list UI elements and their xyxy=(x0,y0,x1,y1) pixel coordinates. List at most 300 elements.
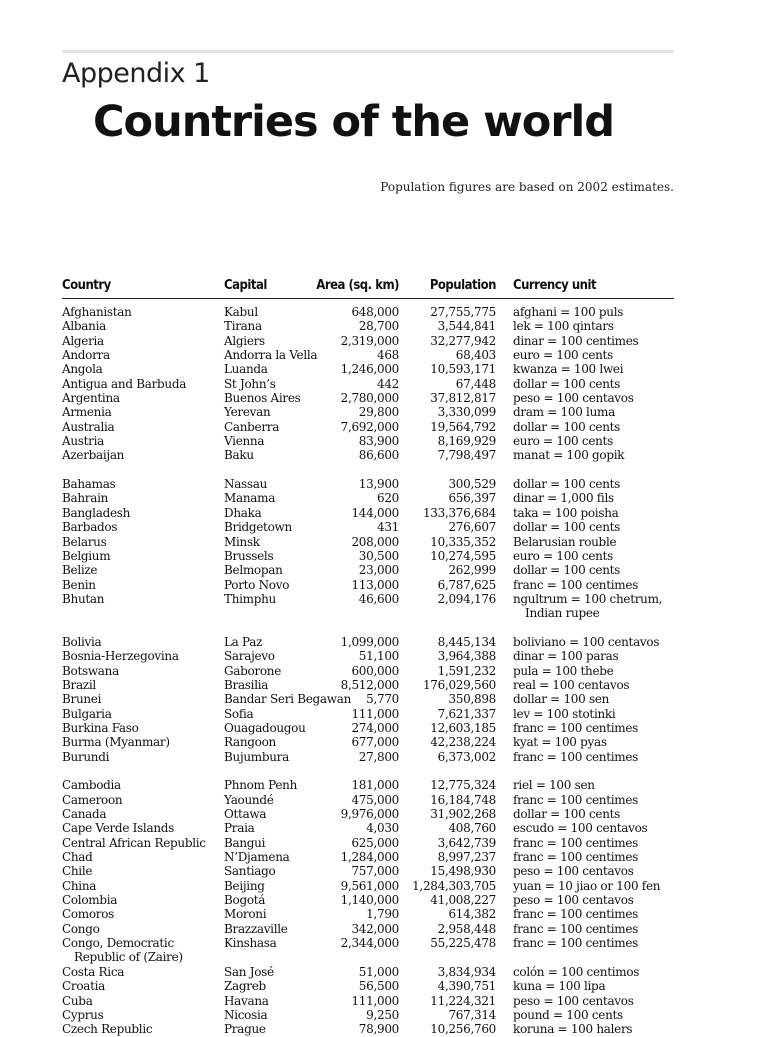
cell-currency xyxy=(513,319,614,333)
cell-currency xyxy=(513,979,605,993)
cell-capital-text: Sofia xyxy=(224,706,254,721)
cell-area-text: 600,000 xyxy=(351,663,399,678)
cell-country xyxy=(62,592,104,606)
cell-country xyxy=(62,405,112,419)
cell-area xyxy=(351,578,399,592)
cell-population-text: 6,787,625 xyxy=(437,577,496,592)
cell-population-text: 2,094,176 xyxy=(437,591,496,606)
cell-capital-text: Yaoundé xyxy=(224,792,274,807)
cell-currency xyxy=(513,721,638,735)
cell-area-text: 2,780,000 xyxy=(340,391,399,406)
cell-currency-text: kuna = 100 lipa xyxy=(513,979,606,994)
cell-currency xyxy=(513,821,647,835)
cell-population xyxy=(448,907,496,921)
cell-country-text: Algeria xyxy=(62,333,104,348)
cell-currency xyxy=(513,735,607,749)
cell-area xyxy=(341,850,399,864)
cell-area-text: 475,000 xyxy=(351,792,399,807)
cell-country-text: Argentina xyxy=(62,391,120,406)
cell-population-text: 10,274,595 xyxy=(430,548,496,563)
cell-capital xyxy=(224,491,275,505)
cell-country xyxy=(62,721,139,735)
cell-area xyxy=(366,907,399,921)
cell-capital xyxy=(224,821,254,835)
cell-population xyxy=(448,491,496,505)
cell-country-text: Croatia xyxy=(62,979,106,994)
cell-capital xyxy=(224,520,292,534)
cell-currency xyxy=(513,893,634,907)
cell-currency xyxy=(513,807,620,821)
cell-area-text: 23,000 xyxy=(358,563,399,578)
cell-capital-text: Porto Novo xyxy=(224,577,290,592)
cell-population-text: 8,997,237 xyxy=(437,850,496,865)
cell-capital-text: Moroni xyxy=(224,907,267,922)
cell-country-continuation: Republic of (Zaire) xyxy=(74,950,183,965)
cell-country-text: Burma (Myanmar) xyxy=(62,735,170,750)
table-row xyxy=(62,477,674,491)
cell-country xyxy=(62,807,106,821)
appendix-label: Appendix 1 xyxy=(62,58,210,89)
cell-population xyxy=(438,965,496,979)
cell-currency xyxy=(513,305,623,319)
cell-capital-text: Kabul xyxy=(224,305,258,319)
cell-capital xyxy=(224,778,297,792)
cell-capital xyxy=(224,864,275,878)
cell-country-text: Brunei xyxy=(62,692,102,707)
cell-country-text: Colombia xyxy=(62,893,118,908)
cell-area xyxy=(359,405,399,419)
cell-capital-text: Minsk xyxy=(224,534,260,549)
cell-population xyxy=(438,448,496,462)
cell-area-text: 1,140,000 xyxy=(340,893,399,908)
cell-capital xyxy=(224,405,270,419)
cell-population xyxy=(448,563,496,577)
cell-area-text: 431 xyxy=(376,520,399,535)
cell-area xyxy=(341,362,399,376)
cell-population xyxy=(430,721,496,735)
cell-currency-text: koruna = 100 halers xyxy=(513,1022,633,1037)
cell-currency xyxy=(513,649,618,663)
cell-area-text: 86,600 xyxy=(358,448,399,463)
cell-currency xyxy=(513,836,638,850)
cell-capital xyxy=(224,994,269,1008)
cell-population-text: 3,642,739 xyxy=(437,835,496,850)
cell-capital-text: Gaborone xyxy=(224,663,282,678)
cell-country-text: Burkina Faso xyxy=(62,720,139,735)
cell-currency-text: dollar = 100 cents xyxy=(513,419,621,434)
cell-population xyxy=(438,836,496,850)
cell-country-text: Austria xyxy=(62,434,105,449)
cell-country-text: Bangladesh xyxy=(62,505,131,520)
cell-capital-text: Bridgetown xyxy=(224,520,292,535)
cell-currency-text: dollar = 100 cents xyxy=(513,376,621,391)
cell-area xyxy=(351,664,399,678)
cell-currency-text: peso = 100 centavos xyxy=(513,993,634,1008)
cell-currency-text: ngultrum = 100 chetrum, xyxy=(513,591,663,606)
cell-country-text: Armenia xyxy=(62,405,112,420)
table-row xyxy=(62,362,674,376)
cell-population xyxy=(438,750,496,764)
cell-currency xyxy=(513,549,613,563)
cell-capital xyxy=(224,750,289,764)
cell-currency-text: pound = 100 cents xyxy=(513,1007,623,1022)
cell-currency xyxy=(513,707,615,721)
cell-country-text: Cambodia xyxy=(62,778,121,793)
cell-population xyxy=(423,678,496,692)
cell-currency-text: franc = 100 centimes xyxy=(513,835,639,850)
cell-area xyxy=(341,391,399,405)
cell-currency xyxy=(513,334,638,348)
cell-area xyxy=(377,491,399,505)
cell-area-text: 113,000 xyxy=(351,577,399,592)
cell-population-text: 656,397 xyxy=(448,491,496,506)
cell-area xyxy=(377,377,399,391)
cell-population-text: 300,529 xyxy=(448,477,496,492)
cell-country xyxy=(62,319,106,333)
cell-capital xyxy=(224,979,266,993)
cell-country xyxy=(62,664,119,678)
cell-capital-text: Brasilia xyxy=(224,677,269,692)
cell-population xyxy=(430,735,496,749)
cell-population-text: 11,224,321 xyxy=(430,993,496,1008)
cell-area xyxy=(341,420,399,434)
table-row xyxy=(62,778,674,792)
cell-currency xyxy=(513,750,638,764)
cell-currency-text: taka = 100 poisha xyxy=(513,505,619,520)
cell-currency-text: dram = 100 luma xyxy=(513,405,615,420)
cell-population xyxy=(456,348,496,362)
cell-area xyxy=(341,936,399,950)
cell-area-text: 625,000 xyxy=(351,835,399,850)
table-header xyxy=(62,276,674,299)
cell-country xyxy=(62,922,100,936)
cell-currency-text: dinar = 1,000 fils xyxy=(513,491,614,506)
cell-currency-text: franc = 100 centimes xyxy=(513,907,639,922)
cell-capital xyxy=(224,334,265,348)
cell-area xyxy=(341,635,399,649)
cell-currency-text: kwanza = 100 lwei xyxy=(513,362,624,377)
cell-currency-text: riel = 100 sen xyxy=(513,778,595,793)
cell-area-text: 1,246,000 xyxy=(340,362,399,377)
cell-population-text: 8,169,929 xyxy=(437,434,496,449)
cell-currency-text: franc = 100 centimes xyxy=(513,720,639,735)
cell-capital-text: St John’s xyxy=(224,376,276,391)
cell-population xyxy=(430,807,496,821)
cell-population xyxy=(448,1008,496,1022)
cell-country-text: Brazil xyxy=(62,677,96,692)
cell-area xyxy=(351,721,399,735)
cell-population-text: 276,607 xyxy=(448,520,496,535)
cell-country-text: Comoros xyxy=(62,907,115,922)
cell-area xyxy=(351,305,399,319)
cell-currency-text: dollar = 100 cents xyxy=(513,520,621,535)
cell-area xyxy=(341,807,399,821)
cell-capital xyxy=(224,965,274,979)
cell-area-text: 1,099,000 xyxy=(340,634,399,649)
cell-area-text: 8,512,000 xyxy=(340,677,399,692)
cell-capital-text: Baku xyxy=(224,448,254,463)
cell-currency-text: dollar = 100 cents xyxy=(513,563,621,578)
cell-currency xyxy=(513,778,595,792)
cell-capital-text: San José xyxy=(224,964,274,979)
countries-table xyxy=(62,276,674,1037)
cell-currency-text: yuan = 10 jiao or 100 fen xyxy=(513,878,661,893)
cell-area xyxy=(341,879,399,893)
cell-area xyxy=(359,750,399,764)
cell-capital-text: Belmopan xyxy=(224,563,283,578)
cell-population-text: 7,621,337 xyxy=(437,706,496,721)
table-row xyxy=(62,635,674,649)
cell-country xyxy=(62,907,114,921)
cell-area-text: 83,900 xyxy=(358,434,399,449)
table-row xyxy=(62,836,674,850)
cell-area-text: 5,770 xyxy=(366,692,399,707)
cell-country xyxy=(62,377,186,391)
cell-currency xyxy=(513,994,634,1008)
table-row xyxy=(62,979,674,993)
population-note: Population figures are based on 2002 estimates. xyxy=(380,180,674,194)
cell-country-text: Azerbaijan xyxy=(62,448,125,463)
cell-area-text: 29,800 xyxy=(358,405,399,420)
cell-population xyxy=(438,592,496,606)
cell-country xyxy=(62,477,115,491)
cell-population-text: 31,902,268 xyxy=(430,807,496,822)
cell-country-text: Barbados xyxy=(62,520,118,535)
cell-currency-text: euro = 100 cents xyxy=(513,548,613,563)
cell-currency-text: dollar = 100 cents xyxy=(513,807,621,822)
cell-population xyxy=(438,664,496,678)
cell-area-text: 30,500 xyxy=(358,548,399,563)
cell-currency xyxy=(513,362,623,376)
table-row xyxy=(62,1008,674,1022)
table-body xyxy=(62,305,674,1037)
cell-area xyxy=(359,319,399,333)
cell-country xyxy=(62,936,183,965)
cell-country-text: Bahrain xyxy=(62,491,109,506)
cell-population xyxy=(456,377,496,391)
cell-capital xyxy=(224,305,258,319)
cell-area-text: 181,000 xyxy=(351,778,399,793)
cell-country xyxy=(62,362,103,376)
cell-country-text: Belgium xyxy=(62,548,111,563)
cell-capital-text: Beijing xyxy=(224,878,265,893)
cell-country-text: Antigua and Barbuda xyxy=(62,376,187,391)
cell-currency xyxy=(513,1022,632,1036)
table-row xyxy=(62,707,674,721)
cell-capital xyxy=(224,391,300,405)
cell-area xyxy=(377,520,399,534)
cell-currency xyxy=(513,563,620,577)
cell-population-text: 3,964,388 xyxy=(437,649,496,664)
cell-currency-text: franc = 100 centimes xyxy=(513,921,639,936)
cell-area-text: 51,100 xyxy=(358,649,399,664)
cell-population xyxy=(438,707,496,721)
cell-area xyxy=(351,535,399,549)
cell-population-text: 37,812,817 xyxy=(430,391,496,406)
cell-population-text: 15,498,930 xyxy=(430,864,496,879)
cell-population xyxy=(430,549,496,563)
cell-area-text: 208,000 xyxy=(351,534,399,549)
cell-population xyxy=(438,434,496,448)
cell-capital xyxy=(224,348,317,362)
cell-country xyxy=(62,434,104,448)
cell-population xyxy=(430,793,496,807)
cell-country xyxy=(62,707,112,721)
table-row xyxy=(62,879,674,893)
cell-capital-text: Ottawa xyxy=(224,807,267,822)
cell-capital xyxy=(224,563,283,577)
cell-currency xyxy=(513,965,639,979)
cell-capital xyxy=(224,434,264,448)
cell-country xyxy=(62,535,106,549)
cell-country xyxy=(62,864,92,878)
cell-area-text: 757,000 xyxy=(351,864,399,879)
cell-capital-text: Santiago xyxy=(224,864,276,879)
cell-population xyxy=(448,692,496,706)
cell-area xyxy=(359,979,399,993)
cell-country xyxy=(62,649,179,663)
cell-country xyxy=(62,563,97,577)
cell-capital xyxy=(224,477,267,491)
cell-country-text: Belarus xyxy=(62,534,107,549)
cell-population-text: 1,591,232 xyxy=(437,663,496,678)
cell-currency-text: dollar = 100 sen xyxy=(513,692,610,707)
cell-capital-text: Nicosia xyxy=(224,1007,268,1022)
cell-area xyxy=(366,692,399,706)
cell-population xyxy=(430,936,496,950)
cell-capital-text: Yerevan xyxy=(224,405,271,420)
cell-population xyxy=(448,821,496,835)
table-row xyxy=(62,319,674,333)
cell-population-text: 42,238,224 xyxy=(430,735,496,750)
cell-area xyxy=(359,965,399,979)
cell-capital-text: Andorra la Vella xyxy=(224,348,318,363)
cell-country xyxy=(62,893,117,907)
cell-capital-text: Zagreb xyxy=(224,979,266,994)
table-row xyxy=(62,965,674,979)
cell-country xyxy=(62,879,96,893)
cell-currency xyxy=(513,1008,623,1022)
cell-population xyxy=(430,893,496,907)
cell-area xyxy=(351,707,399,721)
cell-currency-text: Belarusian rouble xyxy=(513,534,617,549)
cell-capital xyxy=(224,1022,266,1036)
table-row xyxy=(62,850,674,864)
cell-country xyxy=(62,420,114,434)
cell-country-text: Andorra xyxy=(62,348,110,363)
cell-currency-text: franc = 100 centimes xyxy=(513,850,639,865)
cell-capital xyxy=(224,362,268,376)
cell-population xyxy=(430,778,496,792)
cell-capital-text: Bangui xyxy=(224,835,266,850)
cell-capital-text: Prague xyxy=(224,1022,266,1037)
cell-area-text: 1,284,000 xyxy=(340,850,399,865)
cell-country xyxy=(62,506,130,520)
cell-population-text: 3,834,934 xyxy=(437,964,496,979)
cell-area-text: 7,692,000 xyxy=(340,419,399,434)
cell-country-text: Czech Republic xyxy=(62,1022,153,1037)
cell-country-text: Bhutan xyxy=(62,591,105,606)
table-row xyxy=(62,893,674,907)
cell-population-text: 8,445,134 xyxy=(437,634,496,649)
cell-population-text: 27,755,775 xyxy=(430,305,496,319)
cell-country xyxy=(62,678,96,692)
cell-currency-text: peso = 100 centavos xyxy=(513,391,634,406)
cell-capital xyxy=(224,922,288,936)
cell-country xyxy=(62,305,132,319)
cell-capital-text: Buenos Aires xyxy=(224,391,301,406)
cell-country-text: Congo, Democratic xyxy=(62,936,174,951)
cell-population xyxy=(438,319,496,333)
cell-population-text: 3,544,841 xyxy=(437,319,496,334)
cell-area xyxy=(351,836,399,850)
cell-country xyxy=(62,549,110,563)
cell-population-text: 350,898 xyxy=(448,692,496,707)
cell-currency-text: franc = 100 centimes xyxy=(513,749,639,764)
cell-capital xyxy=(224,793,274,807)
table-row xyxy=(62,678,674,692)
table-row xyxy=(62,305,674,319)
table-row xyxy=(62,434,674,448)
cell-population xyxy=(430,864,496,878)
cell-country-text: Burundi xyxy=(62,749,110,764)
column-header-country: Country xyxy=(62,278,111,293)
cell-population-text: 176,029,560 xyxy=(422,677,496,692)
cell-area-text: 28,700 xyxy=(358,319,399,334)
cell-currency-text: franc = 100 centimes xyxy=(513,936,639,951)
cell-country xyxy=(62,520,117,534)
cell-country-text: Botswana xyxy=(62,663,119,678)
cell-currency xyxy=(513,850,638,864)
cell-population-text: 32,277,942 xyxy=(430,333,496,348)
cell-currency-text: peso = 100 centavos xyxy=(513,864,634,879)
cell-currency-text: escudo = 100 centavos xyxy=(513,821,648,836)
cell-capital xyxy=(224,448,254,462)
cell-country-text: Bahamas xyxy=(62,477,116,492)
cell-currency-text: boliviano = 100 centavos xyxy=(513,634,660,649)
cell-area-text: 442 xyxy=(376,376,399,391)
cell-population xyxy=(438,922,496,936)
cell-capital-text: Havana xyxy=(224,993,269,1008)
cell-country xyxy=(62,491,108,505)
cell-currency xyxy=(513,420,620,434)
cell-currency xyxy=(513,405,615,419)
cell-capital-text: Praia xyxy=(224,821,255,836)
cell-population xyxy=(438,649,496,663)
cell-capital xyxy=(224,678,268,692)
cell-capital xyxy=(224,592,276,606)
cell-currency xyxy=(513,592,662,621)
cell-capital-text: Manama xyxy=(224,491,276,506)
cell-currency xyxy=(513,506,619,520)
cell-population-text: 2,958,448 xyxy=(437,921,496,936)
cell-capital xyxy=(224,420,279,434)
cell-country-text: Australia xyxy=(62,419,115,434)
cell-currency-text: afghani = 100 puls xyxy=(513,305,624,319)
cell-area-text: 51,000 xyxy=(358,964,399,979)
cell-country xyxy=(62,994,93,1008)
cell-capital-text: Dhaka xyxy=(224,505,262,520)
cell-capital xyxy=(224,836,265,850)
cell-population xyxy=(423,506,496,520)
cell-country xyxy=(62,692,101,706)
cell-currency-text: peso = 100 centavos xyxy=(513,893,634,908)
cell-currency xyxy=(513,864,634,878)
cell-country-text: Canada xyxy=(62,807,107,822)
cell-area-text: 27,800 xyxy=(358,749,399,764)
cell-currency-text: kyat = 100 pyas xyxy=(513,735,607,750)
cell-currency xyxy=(513,578,638,592)
